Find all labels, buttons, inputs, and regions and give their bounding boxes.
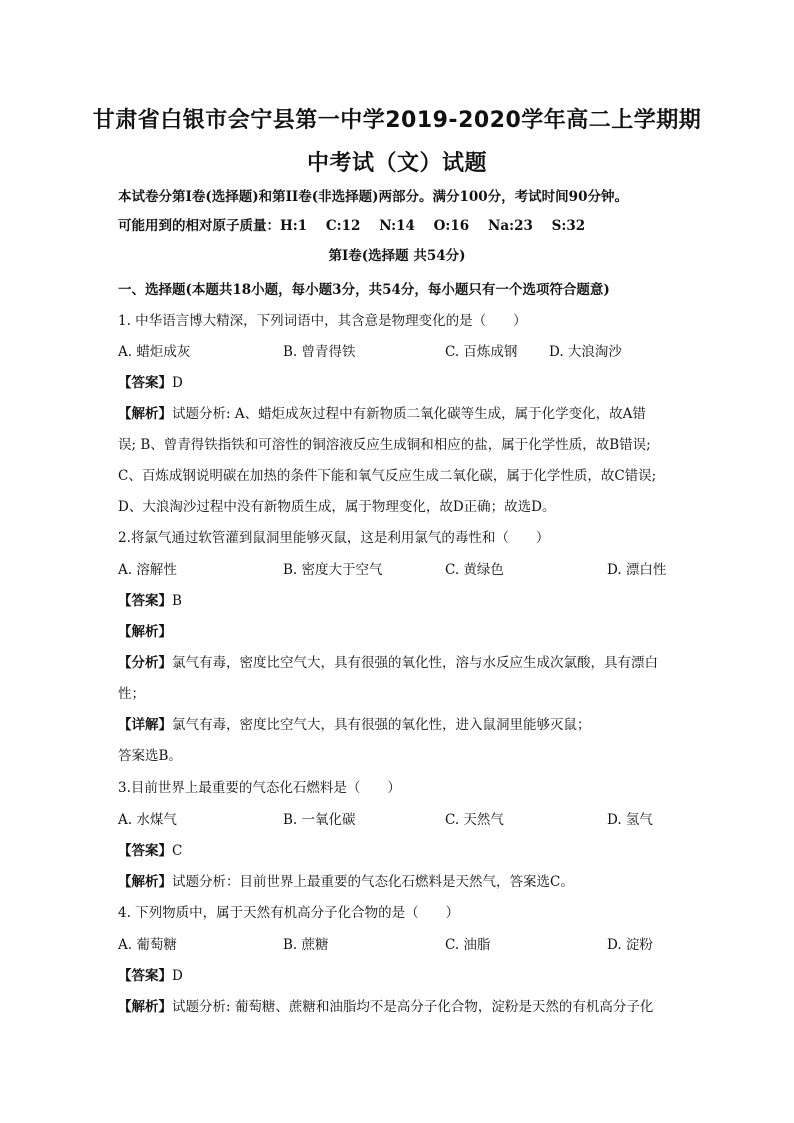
q1-analysis-line: C、百炼成钢说明碳在加热的条件下能和氧气反应生成二氧化碳，属于化学性质，故C错误; (118, 468, 657, 484)
xiangjie-tag: 【详解】 (118, 717, 172, 733)
part-heading: 一、选择题(本题共18小题，每小题3分，共54分，每小题只有一个选项符合题意) (118, 282, 610, 298)
question-4-stem: 4. 下列物质中，属于天然有机高分子化合物的是（ ） (118, 905, 460, 921)
analysis-tag: 【解析】 (118, 874, 172, 890)
q1-option-b: B. 曾青得铁 (283, 344, 356, 360)
q2-option-b: B. 密度大于空气 (283, 562, 383, 578)
answer-tag: 【答案】 (118, 843, 172, 859)
answer-value: B (172, 593, 182, 609)
fenxi-text: 氯气有毒，密度比空气大，具有很强的氧化性，溶与水反应生成次氯酸，具有漂白 (172, 655, 658, 671)
question-2-stem: 2.将氯气通过软管灌到鼠洞里能够灭鼠，这是利用氯气的毒性和（ ） (118, 530, 550, 546)
q1-option-d: D. 大浪淘沙 (549, 344, 622, 360)
q4-option-b: B. 蔗糖 (283, 937, 329, 953)
q3-option-c: C. 天然气 (445, 812, 504, 828)
xiangjie-text: 氯气有毒，密度比空气大，具有很强的氧化性，进入鼠洞里能够灭鼠； (172, 717, 591, 733)
q3-option-d: D. 氢气 (607, 812, 653, 828)
answer-value: D (172, 375, 183, 391)
q2-option-d: D. 漂白性 (607, 562, 667, 578)
analysis-text: 试题分析: A、蜡炬成灰过程中有新物质二氧化碳等生成，属于化学变化，故A错 (172, 406, 646, 422)
q2-fenxi-line: 性； (118, 686, 145, 702)
question-1-stem: 1. 中华语言博大精深，下列词语中，其含意是物理变化的是（ ） (118, 313, 527, 329)
q2-answer (118, 591, 678, 611)
q2-option-c: C. 黄绿色 (445, 562, 504, 578)
analysis-text: 试题分析: 葡萄糖、蔗糖和油脂均不是高分子化合物，淀粉是天然的有机高分子化 (172, 999, 654, 1015)
answer-value: C (172, 843, 183, 859)
intro-line: 本试卷分第I卷(选择题)和第II卷(非选择题)两部分。满分100分，考试时间90分钟。 (118, 189, 628, 205)
analysis-tag: 【解析】 (118, 999, 172, 1015)
q1-analysis-line: 误; B、曾青得铁指铁和可溶性的铜溶液反应生成铜和相应的盐，属于化学性质，故B错误; (118, 437, 651, 453)
q1-analysis-line: D、大浪淘沙过程中没有新物质生成，属于物理变化，故D正确；故选D。 (118, 499, 556, 515)
page-subtitle: 中考试（文）试题 (306, 151, 487, 176)
answer-value: D (172, 968, 183, 984)
q1-analysis-line (118, 404, 678, 424)
q4-answer (118, 966, 678, 986)
q2-option-a: A. 溶解性 (118, 562, 177, 578)
q2-conclusion: 答案选B。 (118, 748, 182, 764)
answer-tag: 【答案】 (118, 968, 172, 984)
q3-option-a: A. 水煤气 (118, 812, 177, 828)
q1-answer (118, 373, 678, 393)
q2-fenxi-line (118, 653, 678, 673)
answer-tag: 【答案】 (118, 593, 172, 609)
analysis-text: 试题分析：目前世界上最重要的气态化石燃料是天然气，答案选C。 (172, 874, 574, 890)
q2-analysis-tag: 【解析】 (118, 624, 172, 640)
fenxi-tag: 【分析】 (118, 655, 172, 671)
section-title: 第I卷(选择题 共54分) (328, 248, 466, 264)
question-3-stem: 3.目前世界上最重要的气态化石燃料是（ ） (118, 780, 401, 796)
q4-option-a: A. 葡萄糖 (118, 937, 177, 953)
q1-option-a: A. 蜡炬成灰 (118, 344, 191, 360)
q3-analysis-line (118, 872, 678, 892)
q4-option-d: D. 淀粉 (607, 937, 653, 953)
q3-answer (118, 841, 678, 861)
q1-option-c: C. 百炼成钢 (445, 344, 518, 360)
page-title: 甘肃省白银市会宁县第一中学2019-2020学年高二上学期期 (92, 108, 702, 133)
analysis-tag: 【解析】 (118, 406, 172, 422)
atomic-mass-line: 可能用到的相对原子质量：H:1 C:12 N:14 O:16 Na:23 S:32 (118, 218, 586, 234)
answer-tag: 【答案】 (118, 375, 172, 391)
q2-xiangjie-line (118, 715, 678, 735)
q4-option-c: C. 油脂 (445, 937, 491, 953)
q3-option-b: B. 一氧化碳 (283, 812, 356, 828)
q4-analysis-line (118, 997, 678, 1017)
